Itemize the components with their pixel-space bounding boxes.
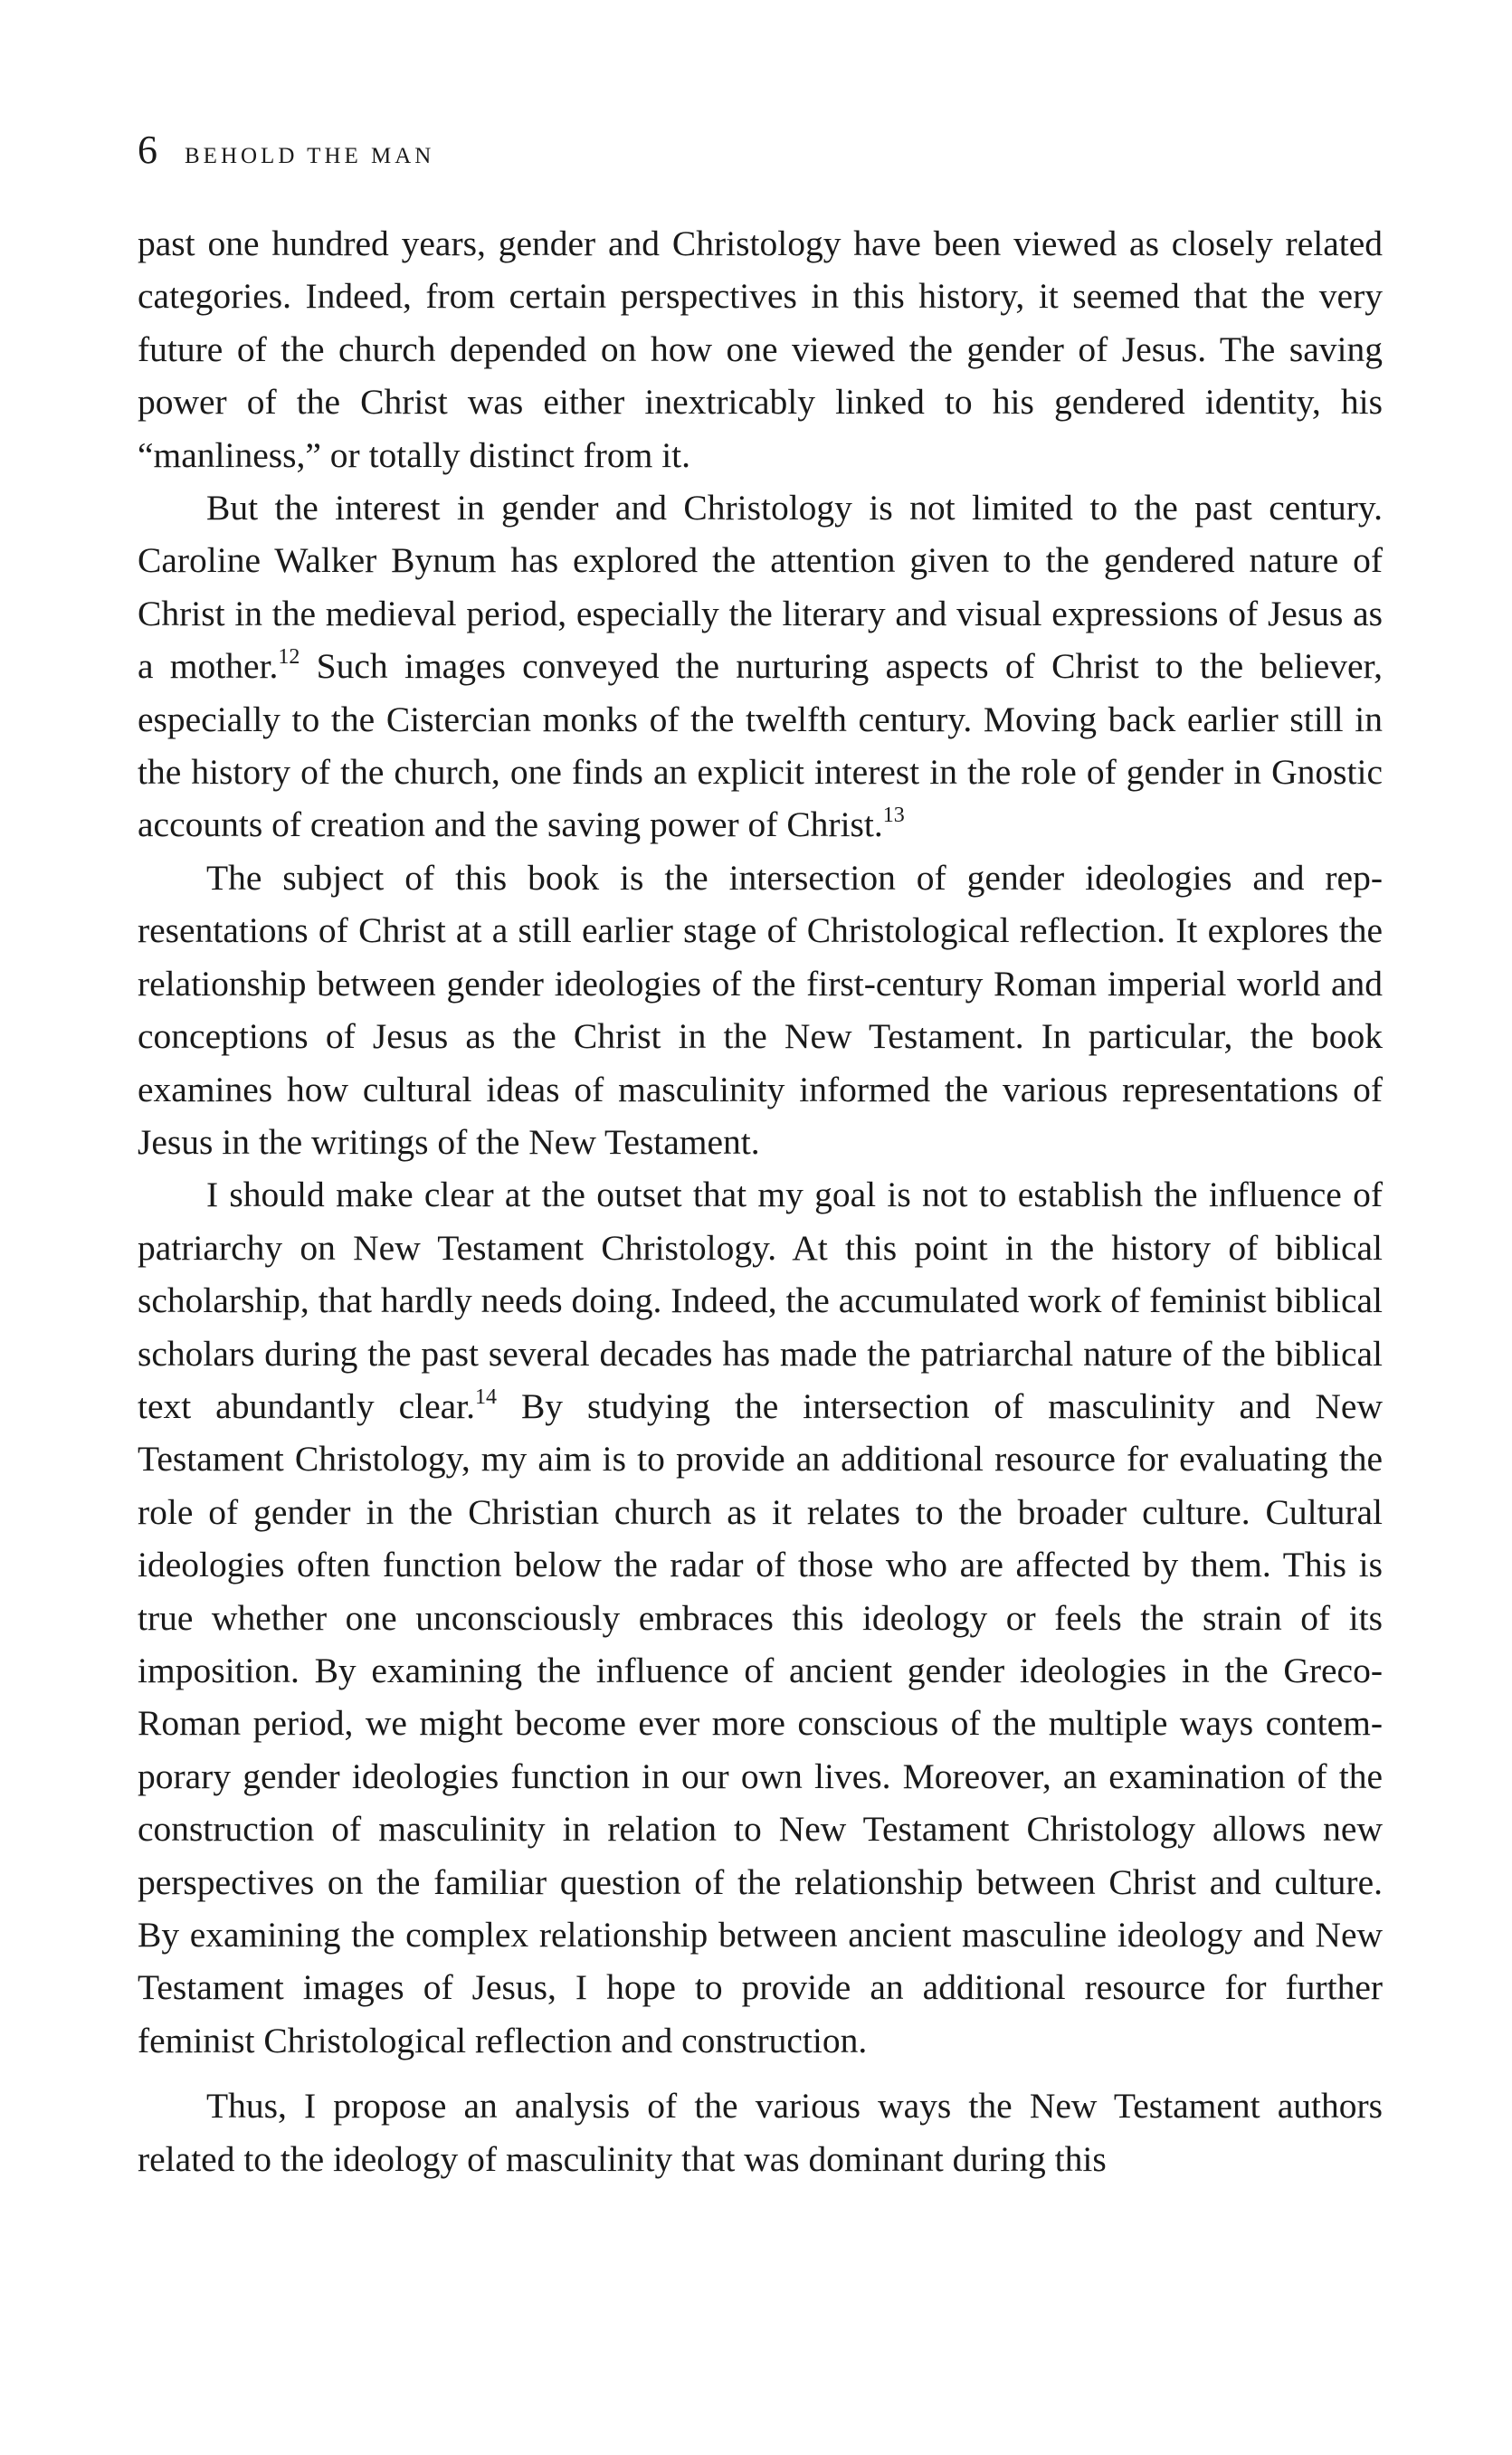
text-segment: The subject of this book is the intersection of gender ideologies and representations of Christ at a still earlier stage of Christological reflection. It explores the relationship between gender ideologies of the first-century Roman imperial world and conceptions of Jesus as the Christ in the New Testament. In particular, the book examines how cultural ideas of masculinity informed the various representations of Jesus in the writings of the New Testament. [138, 857, 1383, 1162]
text-segment: past one hundred years, gender and Christology have been viewed as closely related categories. Indeed, from certain perspectives in this history, it seemed that the very future of the church depended on how one viewed the gender of Jesus. The saving power of the Christ was either inextricably linked to his gendered identity, his “manliness,” or totally distinct from it. [138, 224, 1383, 475]
text-segment: By studying the intersection of masculinity and New Testament Christology, my aim is to provide an additional resource for evaluating the role of gender in the Christian church as it relates to the broader culture. Cultural ideologies often function below the radar of those who are affected by them. This is true whether one unconsciously embraces this ideology or feels the strain of its imposition. By examining the influence of ancient gender ideologies in the Greco-Roman period, we might become ever more conscious of the multiple ways contemporary gender ideologies function in our own lives. Moreover, an examination of the construction of masculinity in relation to New Testament Christology allows new perspectives on the familiar question of the relationship between Christ and culture. By examining the complex relationship between ancient masculine ideology and New Testament images of Jesus, I hope to provide an additional resource for further feminist Christological reflection and construction. [138, 1385, 1383, 2060]
running-title: BEHOLD THE MAN [185, 144, 435, 168]
footnote-ref-12: 12 [278, 645, 300, 670]
paragraph-4 [138, 1168, 1383, 2067]
footnote-ref-14: 14 [475, 1385, 498, 1409]
paragraph-1 [138, 217, 1383, 481]
paragraph-2 [138, 481, 1383, 852]
running-head [138, 127, 1383, 181]
text-segment: Thus, I propose an analysis of the various ways the New Testament authors related to the ideology of masculinity that was dominant during this [138, 2086, 1383, 2179]
book-page [138, 127, 1383, 2185]
page-number: 6 [138, 128, 157, 172]
text-segment: Such images conveyed the nurturing aspects of Christ to the believer, especially to the Cistercian monks of the twelfth century. Moving back earlier still in the history of the church, one finds an explicit interest in the role of gender in Gnostic accounts of creation and the saving power of Christ. [138, 646, 1383, 845]
body-text [138, 217, 1383, 2185]
footnote-ref-13: 13 [882, 804, 905, 828]
text-segment: But the interest in gender and Christology is not limited to the past century. Caroline Walker Bynum has explored the attention given to the gendered nature of Christ in the medieval period, especially the literary and visual expressions of Jesus as a mother. [138, 488, 1383, 687]
paragraph-5 [138, 2079, 1383, 2185]
text-segment: I should make clear at the outset that my goal is not to establish the influence of patriarchy on New Testament Christology. At this point in the history of biblical scholarship, that hardly needs doing. Indeed, the accumulated work of feminist biblical scholars during the past several decades has made the patriarchal nature of the biblical text abundantly clear. [138, 1175, 1383, 1426]
paragraph-3 [138, 852, 1383, 1168]
